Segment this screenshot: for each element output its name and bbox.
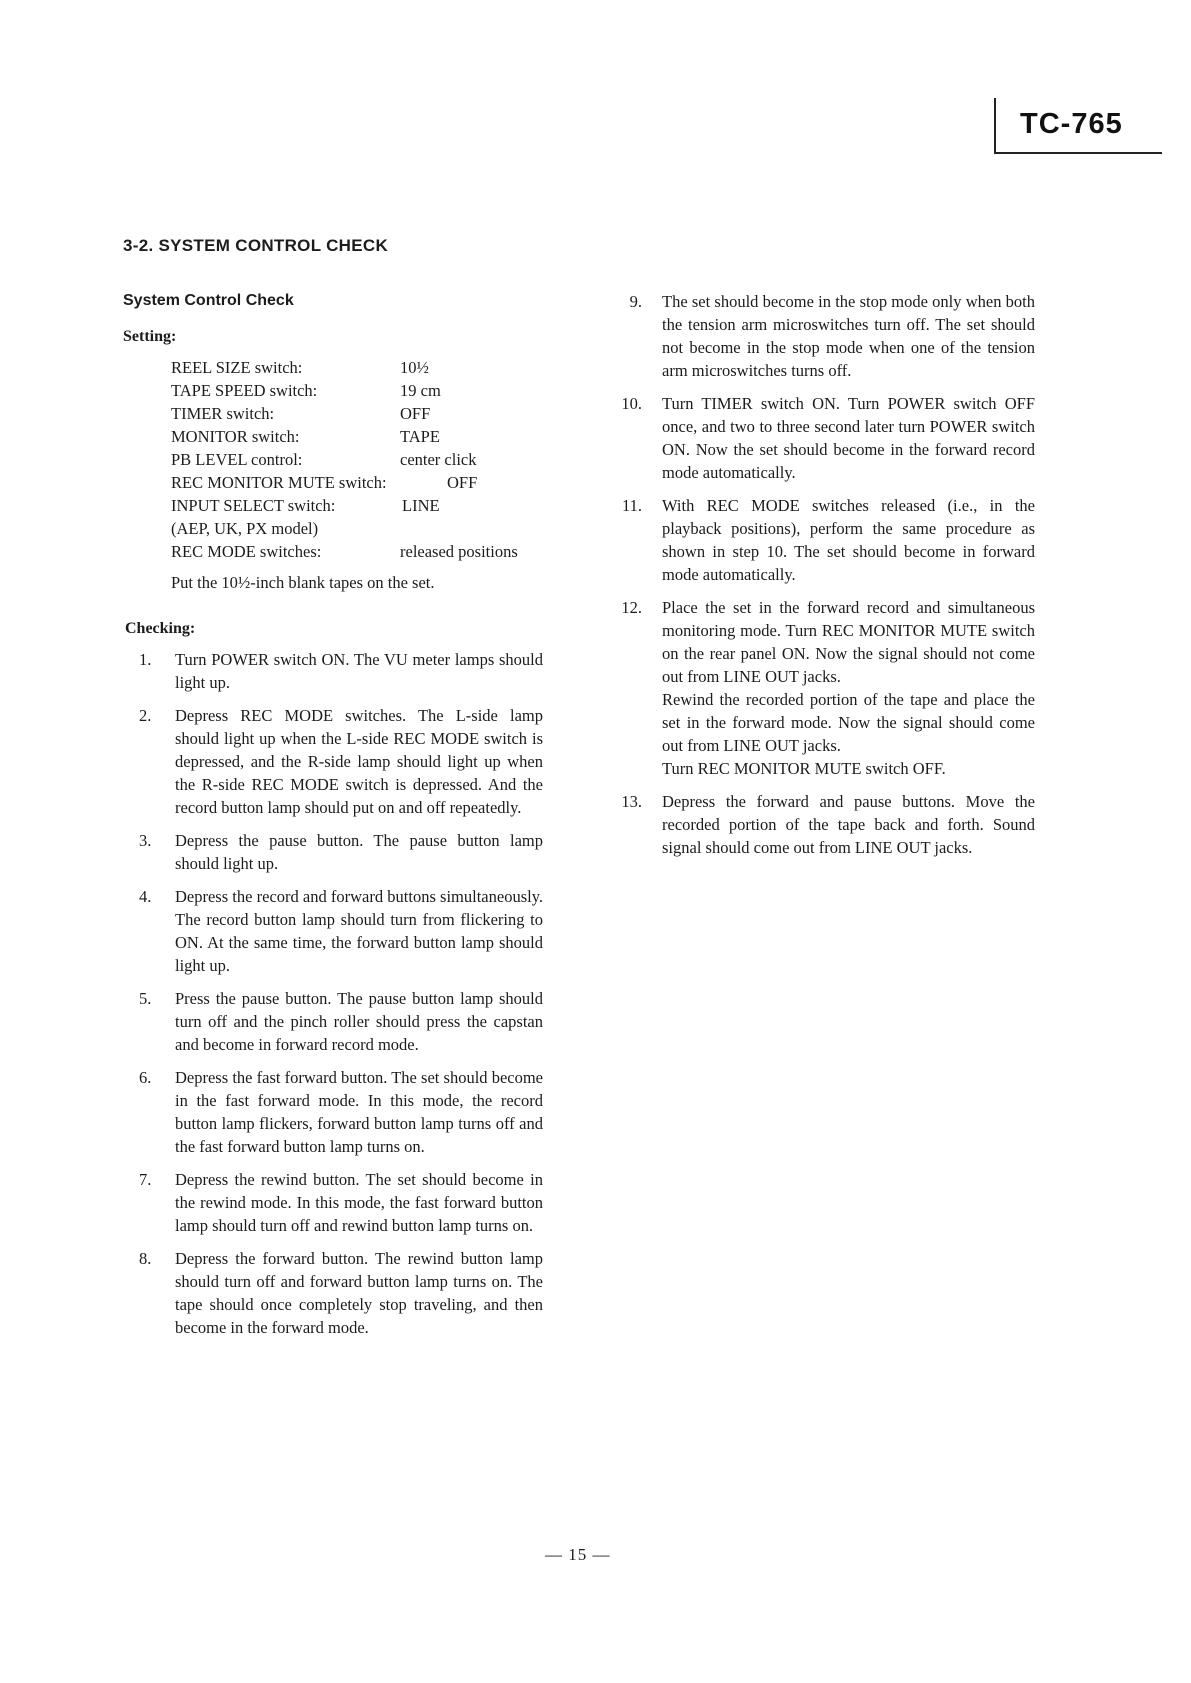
list-item bbox=[123, 885, 543, 977]
setting-row bbox=[171, 540, 518, 563]
step-number: 2. bbox=[139, 706, 152, 725]
setting-row bbox=[171, 471, 478, 494]
step-number: 8. bbox=[139, 1249, 152, 1268]
list-item bbox=[610, 596, 1035, 780]
setting-value: center click bbox=[400, 450, 477, 469]
list-item bbox=[123, 1168, 543, 1237]
setting-row bbox=[171, 517, 387, 540]
setting-row bbox=[171, 356, 429, 379]
setting-label: REEL SIZE switch: bbox=[171, 358, 303, 377]
setting-row bbox=[171, 448, 477, 471]
list-item bbox=[610, 790, 1035, 859]
setting-label: INPUT SELECT switch: bbox=[171, 496, 336, 515]
step-text: Place the set in the forward record and simultaneous monitoring mode. Turn REC MONITOR MUTE switch on the rear panel ON. Now the signal should not come out from LINE OUT jacks. Rewind the recorded portion of the tape and place the set in the forward mode. Now the signal should come out from LINE OUT jacks. Turn REC MONITOR MUTE switch OFF. bbox=[662, 598, 1035, 778]
step-number: 13. bbox=[621, 792, 642, 811]
checking-steps-left bbox=[123, 648, 543, 1349]
step-number: 6. bbox=[139, 1068, 152, 1087]
step-text: Depress the pause button. The pause button lamp should light up. bbox=[175, 831, 543, 873]
step-text: Turn POWER switch ON. The VU meter lamps should light up. bbox=[175, 650, 543, 692]
setting-label: PB LEVEL control: bbox=[171, 450, 303, 469]
setting-row bbox=[171, 425, 440, 448]
checking-steps-right bbox=[610, 290, 1035, 869]
list-item bbox=[123, 1247, 543, 1339]
subsection-title: System Control Check bbox=[123, 292, 294, 309]
setting-label: TIMER switch: bbox=[171, 404, 275, 423]
setting-label: (AEP, UK, PX model) bbox=[171, 519, 319, 538]
step-number: 9. bbox=[629, 292, 642, 311]
step-text: With REC MODE switches released (i.e., in the playback positions), perform the same procedure as shown in step 10. The set should become in forward mode automatically. bbox=[662, 496, 1035, 584]
model-number: TC-765 bbox=[1020, 108, 1123, 140]
setting-value: 19 cm bbox=[400, 381, 441, 400]
list-item bbox=[123, 987, 543, 1056]
list-item bbox=[610, 290, 1035, 382]
list-item bbox=[123, 704, 543, 819]
list-item bbox=[610, 392, 1035, 484]
step-text: The set should become in the stop mode only when both the tension arm microswitches turn off. The set should not become in the stop mode when one of the tension arm microswitches turns off. bbox=[662, 292, 1035, 380]
step-text: Turn TIMER switch ON. Turn POWER switch OFF once, and two to three second later turn POWER switch ON. Now the set should become in the forward record mode automatically. bbox=[662, 394, 1035, 482]
checking-heading: Checking: bbox=[125, 620, 196, 637]
section-title: 3-2. SYSTEM CONTROL CHECK bbox=[123, 236, 389, 255]
list-item bbox=[123, 829, 543, 875]
step-number: 11. bbox=[621, 496, 642, 515]
step-text: Depress REC MODE switches. The L-side lamp should light up when the L-side REC MODE switch is depressed, and the R-side lamp should light up when the R-side REC MODE switch is depressed. And the record button lamp should put on and off repeatedly. bbox=[175, 706, 543, 817]
setting-value: 10½ bbox=[400, 358, 429, 377]
setting-value: OFF bbox=[447, 473, 478, 492]
setting-label: MONITOR switch: bbox=[171, 427, 300, 446]
setting-label: TAPE SPEED switch: bbox=[171, 381, 318, 400]
step-number: 12. bbox=[621, 598, 642, 617]
setting-row bbox=[171, 379, 441, 402]
step-text: Depress the forward and pause buttons. Move the recorded portion of the tape back and forth. Sound signal should come out from LINE OUT jacks. bbox=[662, 792, 1035, 857]
setting-row bbox=[171, 402, 431, 425]
step-text: Depress the rewind button. The set should become in the rewind mode. In this mode, the fast forward button lamp should turn off and rewind button lamp turns on. bbox=[175, 1170, 543, 1235]
step-number: 10. bbox=[621, 394, 642, 413]
step-number: 4. bbox=[139, 887, 152, 906]
list-item bbox=[123, 648, 543, 694]
step-text: Press the pause button. The pause button lamp should turn off and the pinch roller should press the capstan and become in forward record mode. bbox=[175, 989, 543, 1054]
setting-value: TAPE bbox=[400, 427, 440, 446]
setting-value: OFF bbox=[400, 404, 431, 423]
setting-label: REC MODE switches: bbox=[171, 542, 322, 561]
setting-note: Put the 10½-inch blank tapes on the set. bbox=[171, 573, 435, 592]
list-item bbox=[123, 1066, 543, 1158]
step-text: Depress the record and forward buttons simultaneously. The record button lamp should turn from flickering to ON. At the same time, the forward button lamp should light up. bbox=[175, 887, 543, 975]
step-number: 5. bbox=[139, 989, 152, 1008]
page-number: — 15 — bbox=[545, 1545, 611, 1564]
setting-table bbox=[171, 356, 518, 563]
list-item bbox=[610, 494, 1035, 586]
step-number: 3. bbox=[139, 831, 152, 850]
setting-label: REC MONITOR MUTE switch: bbox=[171, 473, 387, 492]
step-text: Depress the fast forward button. The set should become in the fast forward mode. In this mode, the record button lamp flickers, forward button lamp turns off and the fast forward button lamp turns on. bbox=[175, 1068, 543, 1156]
setting-value: released positions bbox=[400, 542, 518, 561]
step-number: 1. bbox=[139, 650, 152, 669]
setting-row bbox=[171, 494, 440, 517]
step-number: 7. bbox=[139, 1170, 152, 1189]
step-text: Depress the forward button. The rewind button lamp should turn off and forward button lamp turns on. The tape should once completely stop traveling, and then become in the forward mode. bbox=[175, 1249, 543, 1337]
setting-heading: Setting: bbox=[123, 328, 177, 345]
setting-value: LINE bbox=[402, 496, 440, 515]
